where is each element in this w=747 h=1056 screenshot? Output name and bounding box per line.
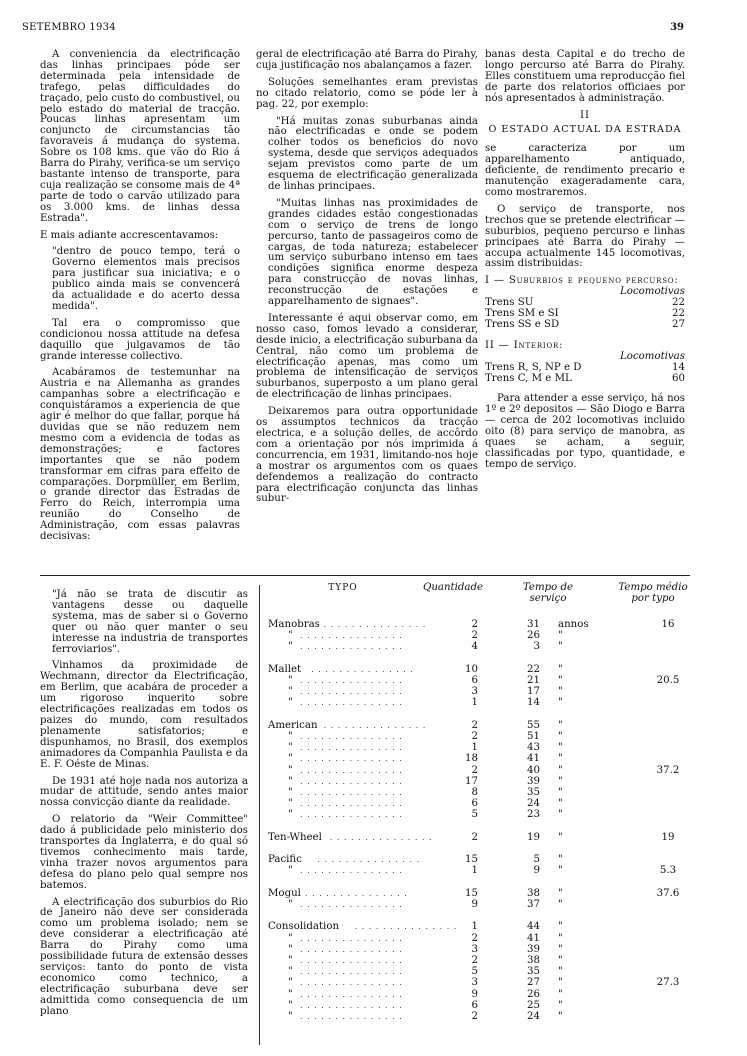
service-years: 40 [527, 764, 540, 776]
locomotive-type: " [288, 753, 293, 765]
average-age: 37.2 [656, 764, 680, 776]
table-row [268, 732, 692, 743]
unit-label: " [558, 977, 563, 989]
quantity: 2 [471, 630, 478, 642]
service-years: 44 [527, 921, 540, 933]
row-value: 22 [672, 308, 685, 320]
unit-label: annos [558, 619, 589, 630]
table-row [268, 799, 692, 810]
paragraph: A conveniencia da electrificação das linhas principaes póde ser determinada pela intensidade de trafego, pelas difficuldades do traçado, pelo custo do combustivel, ou pelo estado do material de tracção. Poucas linhas apresentam um conjuncto de circumstancias tão favoraveis á mudança do systema. Sobre os 108 kms. que vão do Rio á Barra do Pirahy, verifica-se um serviço bastante intenso de transporte, para cuja realização se consome mais de 4ª parte de todo o carvão utilizado para os 3.000 kms. de linhas dessa Estrada". [40, 49, 240, 224]
quantity: 6 [471, 999, 478, 1011]
locomotive-type: " [288, 865, 293, 877]
unit-label: " [558, 630, 563, 642]
table-row [268, 978, 692, 989]
unit-label: " [558, 663, 563, 675]
table-row [268, 642, 692, 653]
service-years: 38 [527, 887, 540, 899]
section-title: O ESTADO ACTUAL DA ESTRADA [488, 124, 682, 136]
locomotive-type: Pacific [268, 854, 302, 866]
quantity: 1 [471, 742, 478, 754]
quantity: 5 [471, 966, 478, 978]
service-years: 24 [527, 1011, 540, 1022]
vertical-divider [259, 585, 260, 1045]
unit-label: " [558, 966, 563, 978]
row-value: 14 [672, 361, 685, 373]
dot-leader: . . . . . . . . . . . . . . . [300, 765, 403, 775]
quantity: 1 [471, 865, 478, 877]
dot-leader: . . . . . . . . . . . . . . . [300, 1012, 403, 1021]
quantity: 10 [465, 663, 478, 675]
locomotive-type: Consolidation [268, 921, 340, 933]
dot-leader: . . . . . . . . . . . . . . . [300, 687, 403, 697]
average-age: 27.3 [656, 977, 680, 989]
table-row [268, 822, 692, 833]
column-header: Locomotivas [620, 286, 685, 298]
horizontal-divider [40, 575, 690, 576]
page-header [22, 22, 684, 38]
quantity: 2 [471, 731, 478, 742]
dot-leader: . . . . . . . . . . . . . . . [300, 631, 403, 641]
service-years: 23 [527, 809, 540, 821]
unit-label: " [558, 932, 563, 944]
table-row [268, 631, 692, 642]
quote-paragraph: "dentro de pouco tempo, terá o Governo elementos mais precisos para justificar sua iniciativa; e o publico ainda mais se convencerá da actualidade e do acerto dessa medida". [52, 246, 240, 312]
service-years: 43 [527, 742, 540, 754]
locomotive-type: Mallet [268, 663, 302, 675]
section-number: II [579, 109, 591, 121]
page-number: 39 [670, 22, 684, 33]
locomotive-type: " [288, 764, 293, 776]
header-tempo-medio: Tempo médio por typo [618, 582, 688, 604]
service-years: 51 [527, 731, 540, 742]
locomotive-type: " [288, 999, 293, 1011]
unit-label: " [558, 697, 563, 709]
locomotive-type: Manobras [268, 619, 320, 630]
header-quantidade: Quantidade [422, 582, 484, 593]
service-years: 27 [527, 977, 540, 989]
average-age: 19 [661, 831, 675, 843]
service-years: 35 [527, 966, 540, 978]
dot-leader: . . . . . . . . . . . . . . . [323, 620, 427, 629]
suburbios-heading: I — Suburbios e pequeno percurso: [485, 275, 679, 287]
locomotive-type: " [288, 697, 293, 709]
dot-leader: . . . . . . . . . . . . . . . [300, 776, 403, 786]
table-row [268, 687, 692, 698]
locomotive-type: " [288, 675, 293, 686]
locomotive-type: " [288, 899, 293, 910]
dot-leader: . . . . . . . . . . . . . . . [329, 832, 433, 842]
unit-label: " [558, 753, 563, 765]
table-row [268, 889, 692, 900]
service-years: 9 [533, 865, 540, 877]
table-row [268, 1001, 692, 1012]
dot-leader: . . . . . . . . . . . . . . . [300, 676, 403, 685]
paragraph: Acabáramos de testemunhar na Austria e na Allemanha as grandes campanhas sobre a electrificação e conquistáramos a experiencia de que agir é melhor do que fallar, porque há duvidas que se não reduzem nem mesmo com a evidencia de todas as demonstrações; e factores importantes que se não podem transformar em cifras para effeito de comparações. Dorpmüller, em Berlim, o grande director das Estradas de Ferro do Reich, interrompia uma reunião do Conselho de Administração, com essas palavras decisivas: [40, 367, 240, 543]
table-row [268, 620, 692, 631]
dot-leader: . . . . . . . . . . . . . . . [300, 642, 403, 652]
locomotive-type: " [288, 943, 293, 955]
service-years: 55 [527, 719, 540, 731]
unit-label: " [558, 831, 563, 843]
column-1-top [40, 50, 240, 549]
dot-leader: . . . . . . . . . . . . . . . [317, 855, 421, 865]
locomotive-type: " [288, 966, 293, 978]
table-row [485, 363, 685, 374]
service-years: 19 [527, 831, 540, 843]
unit-label: " [558, 854, 563, 866]
table-row [268, 665, 692, 676]
table-row [268, 878, 692, 889]
locomotive-type: " [288, 641, 293, 653]
dot-leader: . . . . . . . . . . . . . . . [323, 720, 427, 730]
issue-date: SETEMBRO 1934 [22, 22, 116, 33]
service-years: 21 [527, 675, 540, 686]
service-years: 38 [527, 955, 540, 966]
table-row [268, 990, 692, 1001]
service-years: 25 [527, 999, 540, 1011]
quantity: 6 [471, 675, 478, 686]
service-years: 31 [527, 619, 540, 630]
locomotive-type: " [288, 686, 293, 698]
unit-label: " [558, 686, 563, 698]
row-label: Trens R, S, NP e D [485, 361, 582, 373]
table-row [268, 956, 692, 967]
locomotive-type: " [288, 977, 293, 989]
unit-label: " [558, 742, 563, 754]
locomotive-type: Mogul [268, 887, 301, 899]
locomotive-type: American [268, 719, 318, 731]
dot-leader: . . . . . . . . . . . . . . . [311, 664, 414, 674]
service-years: 17 [527, 686, 540, 698]
interior-heading: II — Interior: [485, 339, 564, 351]
unit-label: " [558, 787, 563, 798]
unit-label: " [558, 921, 563, 933]
row-label: Trens C, M e ML [485, 372, 572, 384]
dot-leader: . . . . . . . . . . . . . . . [300, 810, 403, 820]
dot-leader: . . . . . . . . . . . . . . . [300, 967, 403, 977]
dot-leader: . . . . . . . . . . . . . . . [300, 978, 403, 988]
paragraph: O serviço de transporte, nos trechos que se pretende electrificar — suburbios, pequeno percurso e linhas principaes até Barra do Pirahy — accupa actualmente 145 locomotivas, assim distribuidas: [485, 203, 685, 270]
dot-leader: . . . . . . . . . . . . . . . [300, 933, 403, 943]
service-years: 24 [527, 798, 540, 810]
quantity: 4 [471, 641, 478, 653]
service-years: 39 [527, 943, 540, 955]
paragraph: Vinhamos da proximidade de Wechmann, director da Electrificação, em Berlim, que acabára de proceder a um rigoroso inquerito sobre electrificações realizadas em todos os paizes do mundo, com resultados plenamente satisfatorios; e dispunhamos, no Brasil, dos exemplos animadores da Companhia Paulista e da E. F. Oéste de Minas. [40, 660, 248, 770]
quantity: 2 [471, 764, 478, 776]
table-row [268, 721, 692, 732]
service-years: 35 [527, 787, 540, 798]
locomotive-type: " [288, 932, 293, 944]
unit-label: " [558, 798, 563, 810]
table-row [485, 374, 685, 385]
service-years: 26 [527, 630, 540, 642]
quantity: 8 [471, 787, 478, 798]
average-age: 20.5 [656, 675, 680, 686]
table-row [268, 754, 692, 765]
table-row [268, 855, 692, 866]
quote-paragraph: "Há muitas zonas suburbanas ainda não electrificadas e onde se podem colher todos os beneficios do novo systema, desde que serviços adequados sejam previstos como parte de um esquema de electrificação generalizada de linhas principaes. [268, 115, 478, 192]
quote-paragraph: "Muitas linhas nas proximidades de grandes cidades estão congestionadas com o serviço de trens de longo percurso, tanto de passageiros como de cargas, de toda natureza; estabelecer um serviço suburbano intenso em taes condições significa enorme despeza para construcção de novas linhas, reconstrucção de estações e apparelhamento de signaes". [268, 197, 478, 308]
service-years: 14 [527, 697, 540, 709]
dot-leader: . . . . . . . . . . . . . . . [300, 866, 403, 876]
quantity: 3 [471, 977, 478, 989]
paragraph: Deixaremos para outra opportunidade os assumptos technicos da tracção electrica, e a solução delles, de accôrdo com a orientação por nós imprimida á concurrencia, em 1931, limitando-nos hoje a mostrar os argumentos com os quaes defendemos a realização do contracto para electrificação conjuncta das linhas subur- [256, 406, 478, 505]
unit-label: " [558, 999, 563, 1011]
table-row [268, 777, 692, 788]
service-years: 3 [533, 641, 540, 653]
quantity: 2 [471, 719, 478, 731]
unit-label: " [558, 865, 563, 877]
service-years: 41 [527, 932, 540, 944]
service-years: 37 [527, 899, 540, 910]
service-years: 5 [533, 854, 540, 866]
dot-leader: . . . . . . . . . . . . . . . [300, 900, 403, 909]
dot-leader: . . . . . . . . . . . . . . . [300, 944, 403, 954]
paragraph: se caracteriza por um apparelhamento antiquado, deficiente, de rendimento precario e manutenção exageradamente cara, como mostraremos. [485, 143, 685, 198]
service-years: 39 [527, 775, 540, 787]
column-3-top [485, 50, 685, 477]
unit-label: " [558, 809, 563, 821]
table-row [268, 945, 692, 956]
dot-leader: . . . . . . . . . . . . . . . [305, 888, 408, 898]
quantity: 9 [471, 988, 478, 1000]
average-age: 37.6 [656, 887, 680, 899]
quantity: 18 [465, 753, 478, 765]
header-typo: TYPO [328, 583, 358, 593]
unit-label: " [558, 1011, 563, 1022]
paragraph: Soluções semelhantes eram previstas no citado relatorio, como se póde ler à pag. 22, por exemplo: [256, 76, 478, 110]
row-label: Trens SU [485, 297, 534, 309]
column-header: Locomotivas [620, 350, 685, 362]
quantity: 15 [465, 854, 478, 866]
quantity: 2 [471, 955, 478, 966]
quantity: 2 [471, 932, 478, 944]
table-row [268, 654, 692, 665]
row-value: 27 [672, 318, 685, 330]
dot-leader: . . . . . . . . . . . . . . . [300, 799, 403, 809]
quantity: 15 [465, 887, 478, 899]
row-label: Trens SS e SD [485, 318, 560, 330]
unit-label: " [558, 988, 563, 1000]
dot-leader: . . . . . . . . . . . . . . . [300, 989, 403, 999]
dot-leader: . . . . . . . . . . . . . . . [300, 754, 403, 764]
unit-label: " [558, 731, 563, 742]
column-1-bottom [40, 590, 248, 1024]
paragraph: geral de electrificação até Barra do Pirahy, cuja justificação nos abalançamos a fazer. [256, 49, 478, 71]
table-row [268, 1012, 692, 1023]
locomotive-type: " [288, 775, 293, 787]
unit-label: " [558, 943, 563, 955]
table-row [268, 766, 692, 777]
paragraph: Tal era o compromisso que condicionou nossa attitude na defesa daquillo que julgavamos de tão grande interesse collectivo. [40, 317, 240, 362]
locomotive-type: " [288, 742, 293, 754]
unit-label: " [558, 675, 563, 686]
paragraph: Interessante é aqui observar como, em nosso caso, fomos levado a considerar, desde inicio, a electrificação suburbana da Central, não como um problema de electrificação apenas, mas como um problema de intensificação de serviços suburbanos, superposto a um plano geral de electrificação de linhas principaes. [256, 312, 478, 401]
quantity: 3 [471, 686, 478, 698]
table-row [268, 743, 692, 754]
column-2-top [256, 50, 478, 511]
quote-paragraph: "Já não se trata de discutir as vantagens desse ou daquelle systema, mas de saber si o Governo quer ou não quer manter o seu interesse na industria de transportes ferroviarios". [52, 589, 248, 655]
quantity: 17 [465, 775, 478, 787]
table-row [268, 922, 692, 933]
dot-leader: . . . . . . . . . . . . . . . [300, 732, 403, 741]
table-row [268, 866, 692, 877]
row-label: Trens SM e SI [485, 308, 559, 320]
quantity: 2 [471, 619, 478, 630]
paragraph: Para attender a esse serviço, há nos 1º e 2º depositos — São Diogo e Barra — cerca de 202 locomotivas incluido oito (8) para serviço de manobra, as quaes se acham, a seguir, classificadas por typo, quantidade, e tempo de serviço. [485, 393, 685, 470]
paragraph: E mais adiante accrescentavamos: [40, 229, 219, 241]
service-years: 26 [527, 988, 540, 1000]
table-row [268, 788, 692, 799]
quantity: 1 [471, 697, 478, 709]
row-value: 60 [672, 372, 685, 384]
service-years: 22 [527, 663, 540, 675]
locomotive-type: " [288, 809, 293, 821]
unit-label: " [558, 955, 563, 966]
locomotive-type: " [288, 988, 293, 1000]
table-row [268, 934, 692, 945]
table-row [485, 320, 685, 331]
unit-label: " [558, 887, 563, 899]
paragraph: De 1931 até hoje nada nos autoriza a mudar de attitude, sendo antes maior nossa convicção diante da realidade. [40, 775, 248, 809]
locomotive-type: " [288, 630, 293, 642]
dot-leader: . . . . . . . . . . . . . . . [300, 788, 403, 797]
average-age: 16 [661, 619, 675, 630]
suburbios-table [485, 287, 685, 331]
header-tempo-servico: Tempo de serviço [522, 582, 574, 604]
locomotive-type: " [288, 955, 293, 966]
paragraph: banas desta Capital e do trecho de longo percurso até Barra do Pirahy. Elles constituem uma reproducção fiel de parte dos relatorios officiaes por nós apresentados à administração. [485, 49, 685, 104]
table-row [268, 710, 692, 721]
paragraph: A electrificação dos suburbios do Rio de Janeiro não deve ser considerada como um problema isolado; nem se deve considerar a electrificação até Barra do Pirahy como uma possibilidade futura de extensão desses serviços: tanto do ponto de vista economico como technico, a electrificação suburbana deve ser admittida como consequencia de um plano [40, 896, 248, 1017]
locomotive-type: " [288, 787, 293, 798]
unit-label: " [558, 764, 563, 776]
locomotive-type: " [288, 1011, 293, 1022]
locomotive-type: Ten-Wheel [268, 831, 322, 843]
table-row [268, 676, 692, 687]
quantity: 3 [471, 943, 478, 955]
quantity: 2 [471, 831, 478, 843]
dot-leader: . . . . . . . . . . . . . . . [300, 1000, 403, 1010]
dot-leader: . . . . . . . . . . . . . . . [300, 698, 403, 708]
quantity: 1 [471, 921, 478, 933]
dot-leader: . . . . . . . . . . . . . . . [354, 922, 458, 932]
paragraph: O relatorio da "Weir Committee" dado á publicidade pelo ministerio dos transportes da Inglaterra, e do qual só tivemos conhecimento mais tarde, vinha trazer novos argumentos para defesa do plano pelo qual sempre nos batemos. [40, 814, 248, 891]
table-row [268, 698, 692, 709]
average-age: 5.3 [659, 865, 677, 877]
quantity: 9 [471, 899, 478, 910]
service-years: 41 [527, 753, 540, 765]
unit-label: " [558, 775, 563, 787]
table-row [268, 900, 692, 911]
quantity: 5 [471, 809, 478, 821]
locomotive-type: " [288, 798, 293, 810]
row-value: 22 [672, 297, 685, 309]
table-row [268, 844, 692, 855]
table-row [268, 810, 692, 821]
unit-label: " [558, 641, 563, 653]
interior-table [485, 352, 685, 385]
quantity: 2 [471, 1011, 478, 1022]
dot-leader: . . . . . . . . . . . . . . . [300, 743, 403, 753]
quantity: 6 [471, 798, 478, 810]
locomotive-type: " [288, 731, 293, 742]
table-row [268, 967, 692, 978]
dot-leader: . . . . . . . . . . . . . . . [300, 956, 403, 965]
unit-label: " [558, 899, 563, 910]
table-row [268, 833, 692, 844]
unit-label: " [558, 719, 563, 731]
